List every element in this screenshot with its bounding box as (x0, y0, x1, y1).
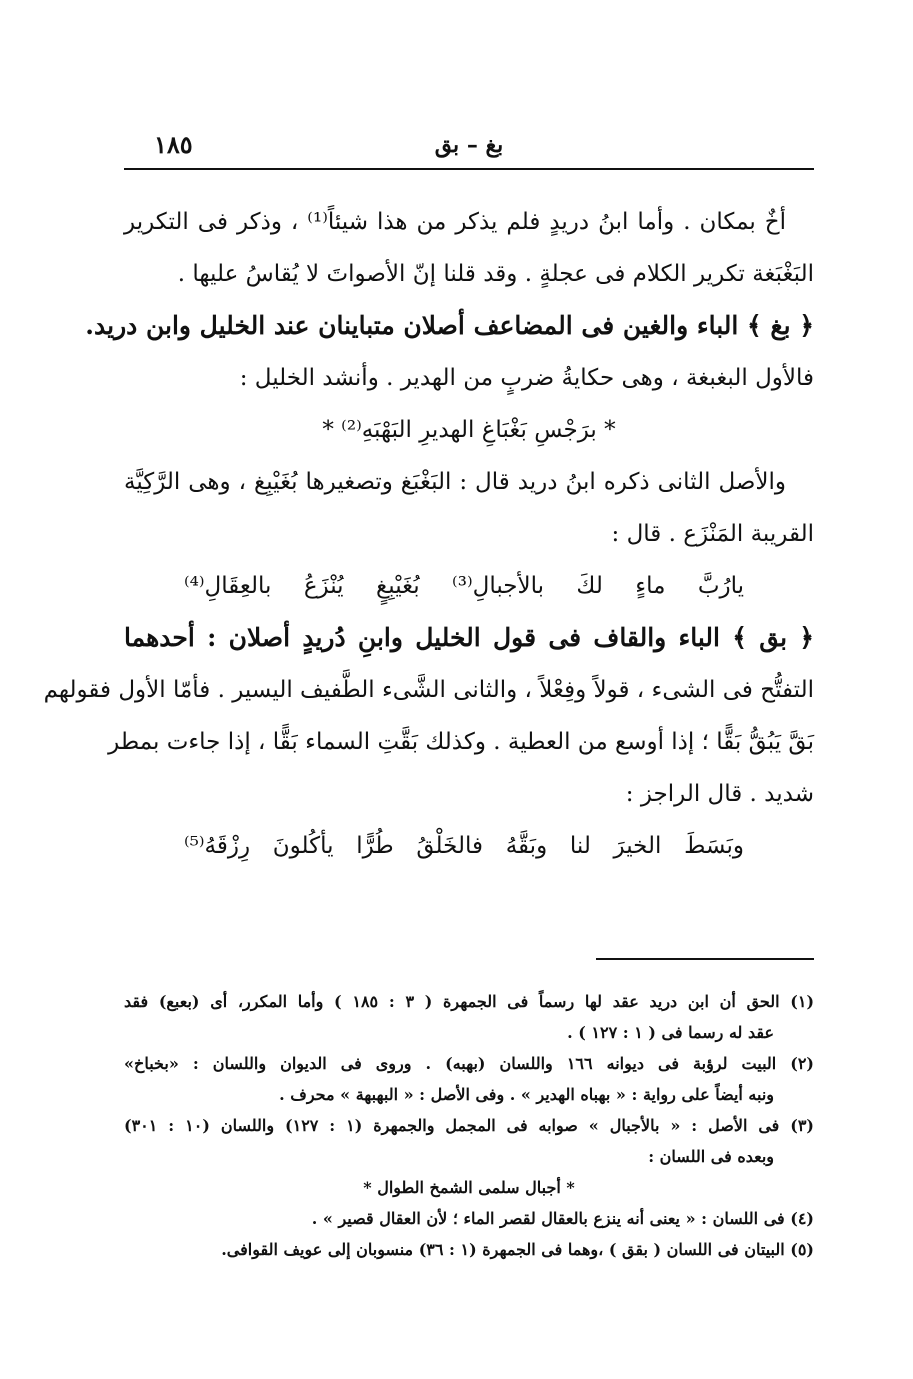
page-number: ١٨٥ (154, 130, 193, 159)
page-header (124, 124, 814, 164)
footnote-verse: * أجبال سلمى الشمخ الطوال * (363, 1178, 575, 1197)
footnote-rule (596, 958, 814, 960)
footnote-line: (٢) البيت لرؤبة فى ديوانه ١٦٦ واللسان (بهبه) . وروى فى الديوان واللسان : «بخباخ» (124, 1054, 814, 1073)
running-title: بغ – بق (434, 132, 504, 158)
verse-line: * برَجْسِ بَغْبَاغِ الهديرِ البَهْبَهِ⁽²⁾ * (322, 417, 616, 443)
footnote-line: (٤) فى اللسان : « يعنى أنه ينزع بالعقال لقصر الماء ؛ لأن العقال قصير » . (311, 1209, 814, 1228)
footnote-line: (٥) البيتان فى اللسان ( بقق ) ،وهما فى الجمهرة (١ : ٣٦) منسوبان إلى عويف القوافى. (221, 1240, 814, 1259)
entry-heading-bagh: ﴿ بغ ﴾ الباء والغين فى المضاعف أصلان متباينان عند الخليل وابن دريد. (85, 311, 814, 340)
footnote-line: (١) الحق أن ابن دريد عقد لها رسماً فى الجمهرة ( ٣ : ١٨٥ ) وأما المكرر، أى (بعبع) فقد (124, 992, 815, 1011)
footnote-line: عقد له رسما فى ( ١ : ١٢٧ ) . (567, 1023, 774, 1042)
text-line: أخٌ بمكان . وأما ابنُ دريدٍ فلم يذكر من هذا شيئاً⁽¹⁾ ، وذكر فى التكرير (124, 209, 786, 235)
text-line: البَغْبَغة تكرير الكلام فى عجلةٍ . وقد قلنا إنّ الأصواتَ لا يُقاسُ عليها . (177, 261, 814, 287)
entry-heading-baq: ﴿ بق ﴾ الباء والقاف فى قول الخليل وابنِ دُريدٍ أصلان : أحدهما (124, 623, 814, 652)
footnote-line: (٣) فى الأصل : « بالأجبال » صوابه فى المجمل والجمهرة (١ : ١٢٧) واللسان (١٠ : ٣٠١) (124, 1116, 814, 1135)
text-line: التفتُّح فى الشىء ، قولاً وفِعْلاً ، والثانى الشَّىء الطَّفيف اليسير . فأمّا الأول فقولهم (43, 677, 814, 703)
footnotes (124, 986, 814, 1265)
text-line: شديد . قال الراجز : (625, 781, 814, 807)
footnote-line: وبعده فى اللسان : (648, 1147, 774, 1166)
verse-line: وبَسَطَ الخيرَ لنا وبَقَّهُ فالخَلْقُ طُرًّا يأكُلونَ رِزْقَهُ⁽⁵⁾ (184, 833, 744, 859)
footnote-line: ونبه أيضاً على رواية : « بهباه الهدير » . وفى الأصل : « البهبهة » محرف . (279, 1085, 774, 1104)
text-line: القريبة المَنْزَع . قال : (611, 521, 814, 547)
text-line: بَقَّ يَبُقُّ بَقًّا ؛ إذا أوسع من العطية . وكذلك بَقَّتِ السماء بَقًّا ، إذا جاءت بمطر (108, 729, 814, 755)
header-rule (124, 168, 814, 170)
text-line: فالأول البغبغة ، وهى حكايةُ ضربٍ من الهدير . وأنشد الخليل : (239, 365, 814, 391)
verse-line: يارُبَّ ماءٍ لكَ بالأجبالِ⁽³⁾ بُغَيْبِغٍ يُنْزَعُ بالعِقَالِ⁽⁴⁾ (184, 573, 744, 599)
main-text (43, 196, 814, 872)
text-line: والأصل الثانى ذكره ابنُ دريد قال : البَغْبَغ وتصغيرها بُغَيْبِغ ، وهى الرَّكِيَّة (124, 469, 786, 495)
